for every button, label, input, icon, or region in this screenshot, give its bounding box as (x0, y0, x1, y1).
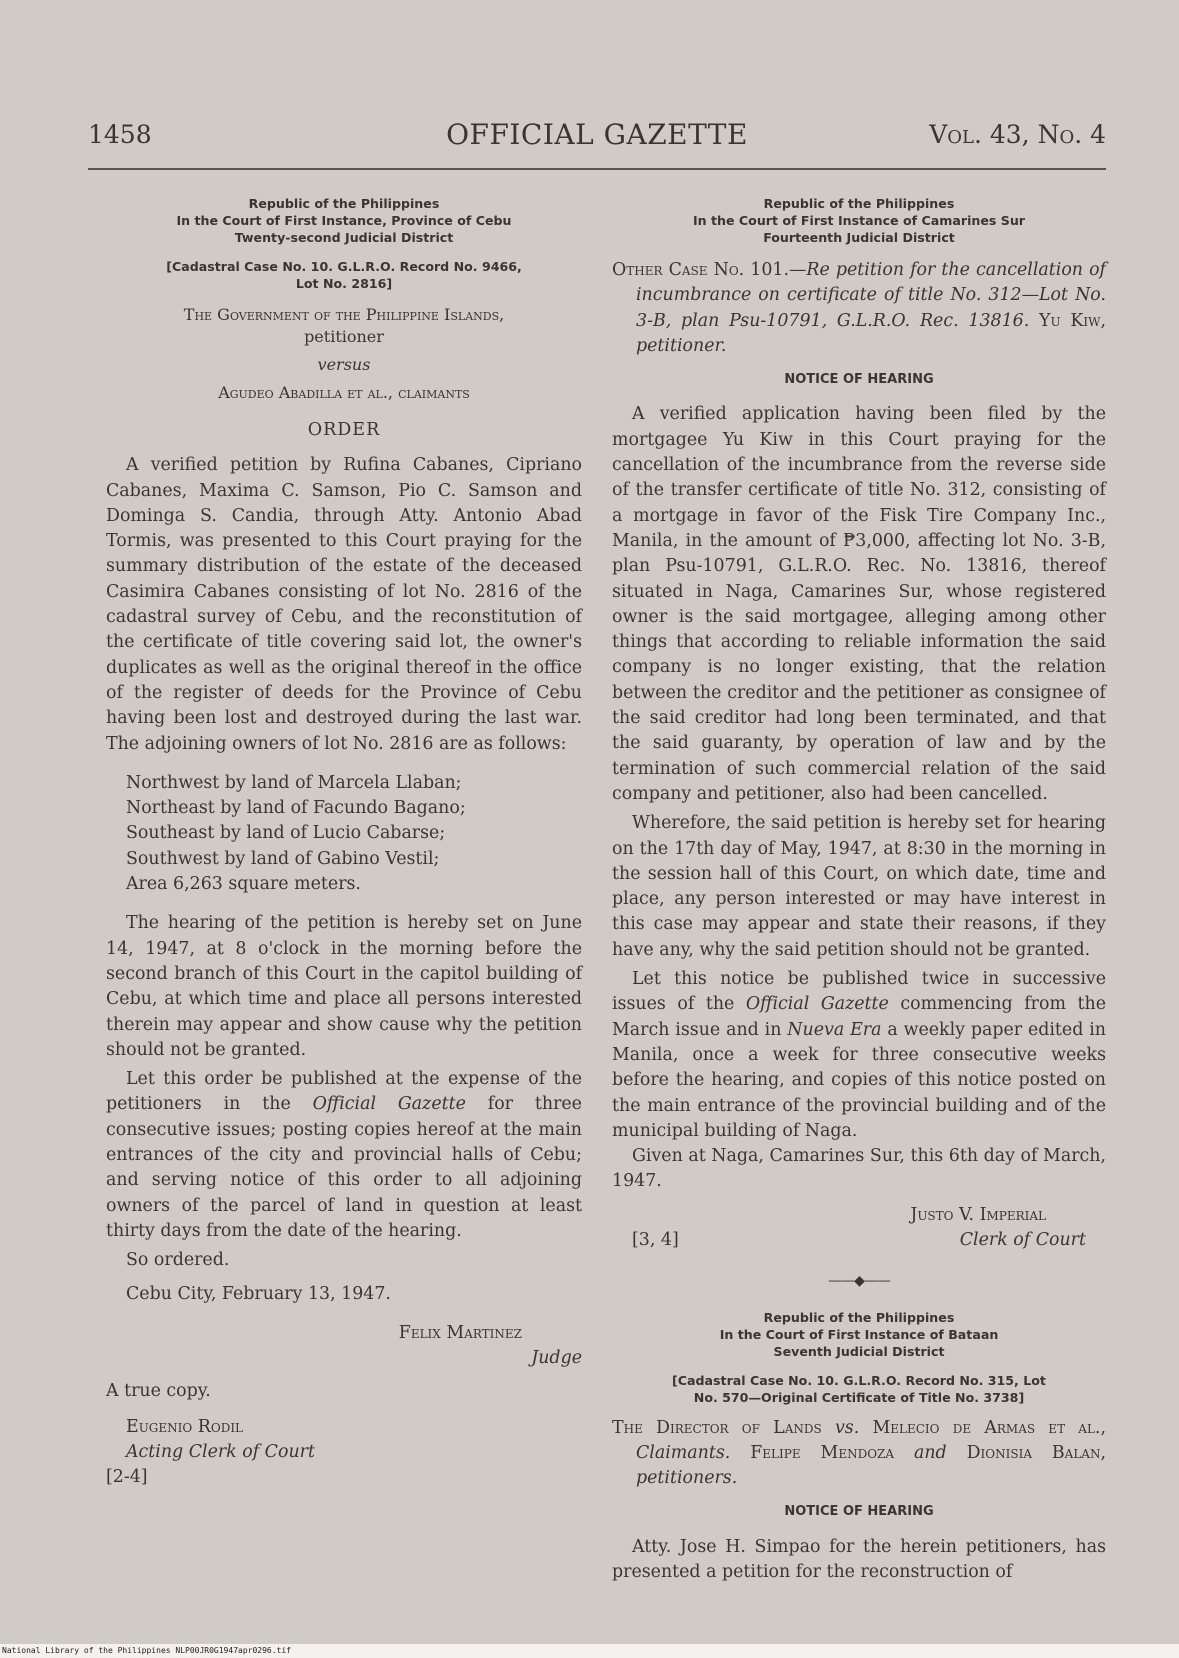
claimants-line: Agudeo Abadilla et al., claimants (218, 383, 470, 402)
page-header (88, 120, 1106, 166)
court-line: In the Court of First Instance of Camarines Sur (692, 213, 1026, 228)
party-name: Dionisia Balan, (966, 1442, 1107, 1463)
header-rule (88, 168, 1106, 170)
signature-row (612, 1228, 1106, 1253)
publication-paragraph (612, 967, 1106, 1144)
page-number: 1458 (88, 120, 152, 149)
given-line: Given at Naga, Camarines Sur, this 6th day of March, 1947. (612, 1146, 1106, 1192)
order-paragraph: A verified petition by Rufina Cabanes, Cipriano Cabanes, Maxima C. Samson, Pio C. Samson and Dominga S. Candia, through Atty. Antonio Abad Tormis, was presented to this Court praying for the summary distribution of the estate of the deceased Casimira Cabanes consisting of lot No. 2816 of the cadastral survey of Cebu, and the reconstitution of the certificate of title covering said lot, the owner's duplicates as well as the original thereof in the office of the register of deeds for the Province of Cebu having been lost and destroyed during the last war. The adjoining owners of lot No. 2816 are as follows: (106, 455, 582, 754)
so-ordered: So ordered. (126, 1250, 230, 1271)
court-line: In the Court of First Instance of Bataan (719, 1326, 999, 1342)
conjunction: and (913, 1442, 947, 1463)
signer-title: Clerk of Court (959, 1229, 1086, 1250)
court-line: Fourteenth Judicial District (763, 230, 955, 245)
court-line: Twenty-second Judicial District (234, 230, 454, 245)
publication-text: for three consecutive issues; posting copies hereof at the main entrances of the city and provincial halls of Cebu; and serving notice of this order to all adjoining owners of the parcel of land in question at least thirty days from the date of the hearing. (106, 1094, 582, 1241)
notice-paragraph: A verified application having been filed by the mortgagee Yu Kiw in this Court praying for the cancellation of the incumbrance from the reverse side of the transfer certificate of title No. 312, consisting of a mortgage in favor of the Fisk Tire Company Inc., Manila, in the amount of ₱3,000, affecting lot No. 3-B, plan Psu-10791, G.L.R.O. Rec. No. 13816, thereof situated in Naga, Camarines Sur, whose registered owner is the said mortgagee, alleging among other things that according to reliable information the said company is no longer existing, that the relation between the creditor and the petitioner as consignee of the said creditor had long been terminated, and that the said guaranty, by operation of law and by the termination of such commercial relation of the said company and petitioner, also had been cancelled. (612, 404, 1106, 804)
petitioner-name: The Government of the Philippine Islands, (183, 305, 505, 324)
hearing-paragraph: The hearing of the petition is hereby set on June 14, 1947, at 8 o'clock in the morning before the second branch of this Court in the capitol building of Cebu, at which time and place all persons interested therein may appear and show cause why the petition should not be granted. (106, 913, 582, 1060)
clerk-name: Eugenio Rodil (126, 1416, 244, 1437)
volume-number: Vol. 43, No. 4 (929, 120, 1106, 149)
clerk-title: Acting Clerk of Court (126, 1441, 315, 1462)
court-line: In the Court of First Instance, Province of Cebu (176, 213, 512, 228)
case-reference (106, 258, 582, 292)
date-line: Cebu City, February 13, 1947. (126, 1283, 391, 1304)
left-column (106, 195, 582, 1491)
gazette-name: Official Gazette (745, 994, 889, 1015)
versus-label: versus (317, 355, 371, 374)
publication-text: Let this order be published at the expense of the petitioners in the (106, 1069, 582, 1115)
notice-title: NOTICE OF HEARING (784, 1504, 934, 1520)
issue-reference: [2-4] (106, 1467, 148, 1488)
parties-block (106, 304, 582, 404)
party-name: The Director of Lands (612, 1417, 822, 1438)
publication-text: Let this notice be published twice in successive issues of the (612, 969, 1106, 1015)
publication-paragraph (106, 1067, 582, 1244)
case-ref-line: No. 570—Original Certificate of Title No. 3738] (693, 1389, 1025, 1405)
scan-footer: National Library of the Philippines NLP00JR0G1947apr0296.tif (0, 1644, 1179, 1658)
court-heading (106, 195, 582, 246)
court-heading (612, 195, 1106, 246)
boundary-item: Area 6,263 square meters. (126, 874, 361, 895)
publication-title: OFFICIAL GAZETTE (446, 118, 748, 151)
court-line: Seventh Judicial District (773, 1343, 945, 1359)
party-role: petitioners. (636, 1468, 738, 1489)
order-title: ORDER (307, 420, 381, 440)
issue-reference: [3, 4] (632, 1229, 679, 1250)
case-parties (612, 1416, 1106, 1492)
case-ref-line: [Cadastral Case No. 10. G.L.R.O. Record No. 315, Lot (672, 1372, 1046, 1388)
boundary-item: Southwest by land of Gabino Vestil; (126, 848, 440, 869)
versus-label: vs. (834, 1417, 860, 1438)
party-role: Claimants. (636, 1442, 731, 1463)
boundary-item: Northwest by land of Marcela Llaban; (126, 772, 462, 793)
court-line: Republic of the Philippines (248, 196, 440, 211)
newspaper-name: Nueva Era (787, 1019, 882, 1040)
right-column (612, 195, 1106, 1585)
case-ref-line: [Cadastral Case No. 10. G.L.R.O. Record No. 9466, (166, 259, 522, 274)
court-line: Republic of the Philippines (763, 196, 955, 211)
section-separator: ——◆—— (828, 1273, 890, 1290)
case-subject: Re petition for the cancellation of incumbrance on certificate of title No. 312—Lot No. 3-B, plan Psu-10791, G.L.R.O. Rec. 13816. (636, 260, 1106, 331)
court-heading (612, 1309, 1106, 1360)
case-reference (612, 1372, 1106, 1406)
judge-name: Felix Martinez (398, 1322, 522, 1343)
boundaries-list (126, 771, 582, 897)
true-copy: A true copy. (106, 1381, 211, 1402)
judge-title: Judge (531, 1348, 582, 1369)
publication-text: a weekly paper edited in Manila, once a week for three consecutive weeks before the hearing, and copies of this notice posted on the main entrance of the provincial building and of the municipal building of Naga. (612, 1019, 1106, 1141)
party-name: Melecio de Armas et al., (872, 1417, 1106, 1438)
hearing-paragraph: Wherefore, the said petition is hereby set for hearing on the 17th day of May, 1947, at 8:30 in the morning in the session hall of this Court, on which date, time and place, any person interested or may have interest in this case may appear and state their reasons, if they have any, why the said petition should not be granted. (612, 813, 1106, 960)
gazette-name: Official Gazette (312, 1094, 466, 1115)
notice-title: NOTICE OF HEARING (784, 372, 934, 388)
boundary-item: Southeast by land of Lucio Cabarse; (126, 823, 446, 844)
case-ref-line: Lot No. 2816] (295, 276, 393, 291)
notice-paragraph: Atty. Jose H. Simpao for the herein petitioners, has presented a petition for the reconstruction of (612, 1536, 1106, 1583)
case-number: Other Case No. 101.— (612, 260, 807, 280)
signer-name: Justo V. Imperial (910, 1204, 1046, 1225)
clerk-block (126, 1415, 582, 1466)
petitioner-role: petitioner (304, 327, 384, 346)
case-petitioner-role: petitioner. (636, 335, 727, 356)
boundary-item: Northeast by land of Facundo Bagano; (126, 798, 466, 819)
case-caption (612, 258, 1106, 359)
case-petitioner: Yu Kiw, (1039, 310, 1106, 331)
court-line: Republic of the Philippines (763, 1309, 955, 1325)
party-name: Felipe Mendoza (750, 1442, 895, 1463)
publication-text: commencing from the March issue and in (612, 994, 1106, 1040)
